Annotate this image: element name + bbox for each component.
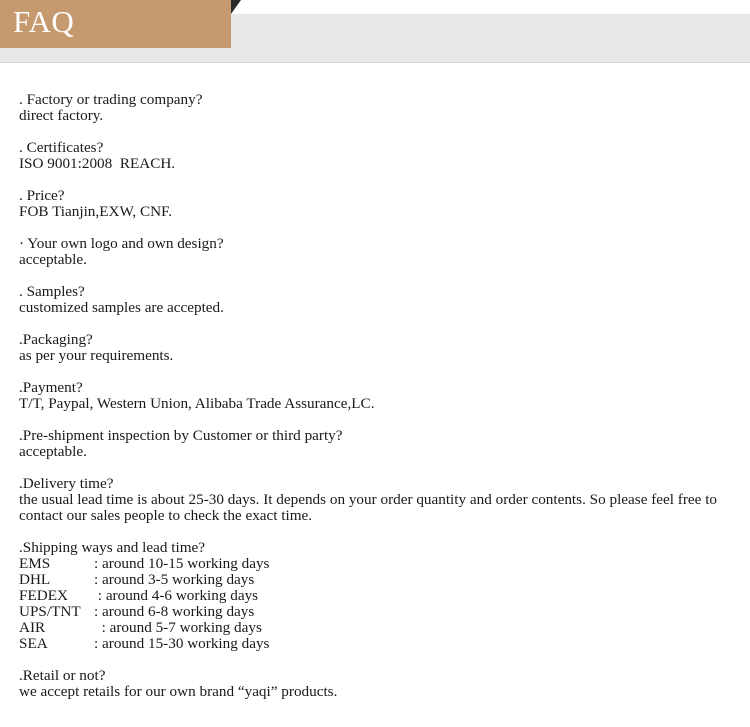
faq-question: . Samples? (19, 283, 85, 300)
faq-header (0, 0, 750, 62)
shipping-method: AIR (19, 619, 46, 636)
faq-answer: as per your requirements. (19, 347, 174, 364)
faq-answer: customized samples are accepted. (19, 299, 224, 316)
faq-answer: acceptable. (19, 251, 87, 268)
shipping-lead-time: : around 10-15 working days (94, 555, 270, 572)
header-tab-shadow (231, 0, 241, 14)
shipping-row (19, 572, 739, 588)
faq-question: . Price? (19, 187, 65, 204)
shipping-method: UPS/TNT (19, 603, 81, 620)
faq-item-samples (19, 284, 739, 316)
shipping-method: SEA (19, 635, 48, 652)
faq-item-payment (19, 380, 739, 412)
faq-item-packaging (19, 332, 739, 364)
shipping-lead-time: : around 6-8 working days (94, 603, 255, 620)
shipping-method: DHL (19, 571, 51, 588)
faq-question: .Delivery time? (19, 475, 114, 492)
shipping-row (19, 636, 739, 652)
shipping-method: EMS (19, 555, 51, 572)
shipping-row (19, 620, 739, 636)
faq-question: . Certificates? (19, 139, 104, 156)
faq-question: · Your own logo and own design? (19, 235, 224, 252)
faq-item-shipping (19, 540, 739, 652)
shipping-lead-time: : around 4-6 working days (94, 587, 259, 604)
faq-answer: ISO 9001:2008 REACH. (19, 155, 176, 172)
faq-question: . Factory or trading company? (19, 91, 203, 108)
shipping-lead-time: : around 3-5 working days (94, 571, 255, 588)
faq-answer: T/T, Paypal, Western Union, Alibaba Trade Assurance,LC. (19, 395, 375, 412)
faq-question: .Payment? (19, 379, 83, 396)
faq-answer: acceptable. (19, 443, 87, 460)
shipping-row (19, 588, 739, 604)
faq-item-inspection (19, 428, 739, 460)
faq-question: .Packaging? (19, 331, 93, 348)
faq-content (19, 92, 739, 716)
faq-answer: we accept retails for our own brand “yaqi” products. (19, 683, 338, 700)
shipping-method: FEDEX (19, 587, 68, 604)
faq-item-price (19, 188, 739, 220)
shipping-row (19, 604, 739, 620)
faq-item-factory (19, 92, 739, 124)
faq-item-logo-design (19, 236, 739, 268)
header-tab (0, 0, 231, 48)
shipping-row (19, 556, 739, 572)
faq-question: .Pre-shipment inspection by Customer or third party? (19, 427, 343, 444)
faq-question: .Retail or not? (19, 667, 106, 684)
faq-question: .Shipping ways and lead time? (19, 539, 206, 556)
faq-item-certificates (19, 140, 739, 172)
faq-item-delivery (19, 476, 739, 524)
faq-answer: the usual lead time is about 25-30 days. It depends on your order quantity and order contents. So please feel free to contact our sales people to check the exact time. (19, 491, 718, 524)
page-title: FAQ (13, 4, 75, 39)
faq-item-retail (19, 668, 739, 700)
faq-answer: direct factory. (19, 107, 104, 124)
faq-answer: FOB Tianjin,EXW, CNF. (19, 203, 173, 220)
shipping-lead-time: : around 15-30 working days (94, 635, 270, 652)
shipping-lead-time: : around 5-7 working days (94, 619, 262, 636)
